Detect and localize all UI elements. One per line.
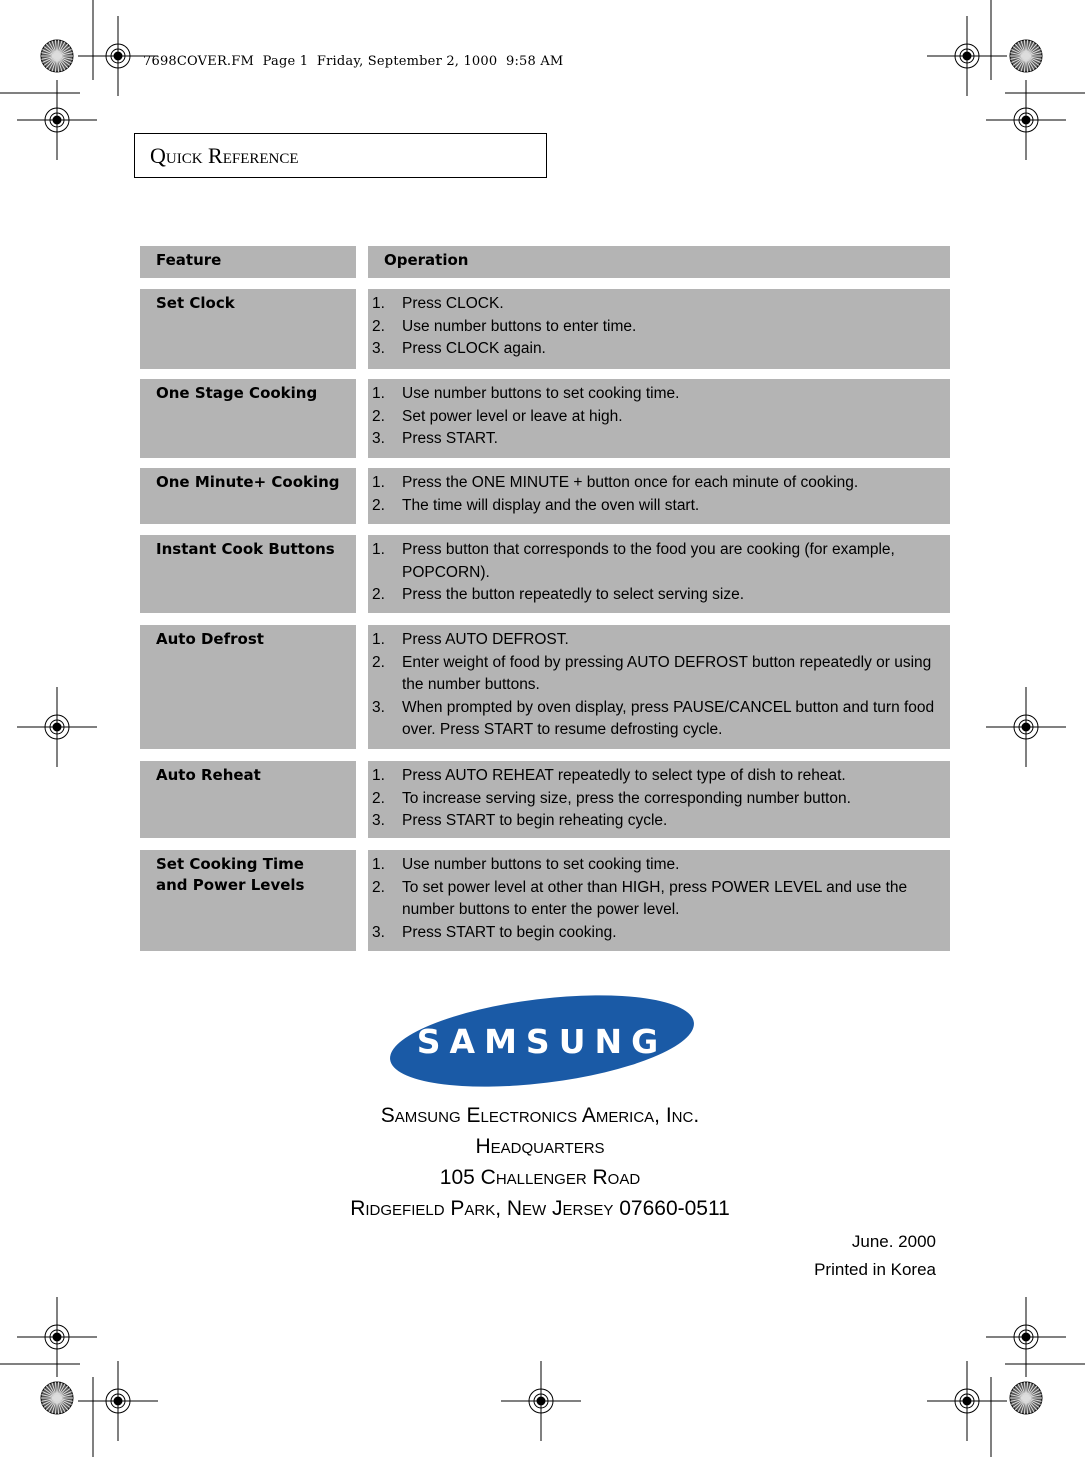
- operation-step: [372, 495, 938, 518]
- step-number: 1.: [372, 541, 385, 558]
- feature-cell: One Stage Cooking: [140, 379, 356, 458]
- feature-cell: Auto Reheat: [140, 761, 356, 838]
- operation-step: [372, 788, 938, 811]
- feature-cell: Set Clock: [140, 289, 356, 369]
- operation-step: [372, 316, 938, 339]
- step-text: To set power level at other than HIGH, press POWER LEVEL and use the number buttons to enter the power level.: [402, 878, 908, 918]
- step-text: The time will display and the oven will start.: [402, 496, 700, 514]
- step-text: When prompted by oven display, press PAUSE/CANCEL button and turn food over. Press START to resume defrosting cycle.: [402, 698, 935, 738]
- starburst-mark: [41, 40, 73, 72]
- company-name: Samsung Electronics America, Inc.: [380, 1104, 700, 1127]
- step-number: 1.: [372, 385, 385, 402]
- step-number: 3.: [372, 430, 385, 447]
- step-number: 2.: [372, 653, 385, 671]
- step-text: Press START.: [402, 430, 498, 447]
- step-number: 1.: [372, 767, 385, 784]
- step-text: Press CLOCK.: [402, 295, 504, 312]
- step-number: 1.: [372, 631, 385, 648]
- page-title: Quick Reference: [134, 133, 547, 178]
- operation-step: [372, 428, 938, 451]
- step-number: 2.: [372, 789, 385, 807]
- table-row: [140, 289, 950, 369]
- operation-step: [372, 539, 938, 584]
- step-number: 3.: [372, 698, 385, 716]
- registration-target: [17, 80, 97, 160]
- registration-target: [501, 1361, 581, 1441]
- operation-step: [372, 810, 938, 833]
- table-row: [140, 379, 950, 458]
- starburst-mark: [1010, 1382, 1042, 1414]
- operation-step: [372, 406, 938, 429]
- registration-target: [78, 1361, 158, 1441]
- step-text: Set power level or leave at high.: [402, 407, 623, 425]
- print-info: [814, 1228, 936, 1284]
- registration-target: [927, 16, 1007, 96]
- step-text: Use number buttons to set cooking time.: [402, 856, 680, 873]
- step-text: To increase serving size, press the corresponding number button.: [402, 789, 851, 807]
- step-text: Press AUTO DEFROST.: [402, 631, 569, 648]
- step-text: Press the ONE MINUTE + button once for each minute of cooking.: [402, 474, 859, 491]
- step-number: 2.: [372, 878, 385, 896]
- step-text: Press START to begin reheating cycle.: [402, 812, 668, 829]
- step-text: Use number buttons to enter time.: [402, 317, 637, 335]
- step-text: Press button that corresponds to the food you are cooking (for example, POPCORN).: [402, 541, 895, 581]
- step-number: 1.: [372, 474, 385, 491]
- step-number: 2.: [372, 586, 385, 603]
- operation-step: [372, 922, 938, 945]
- table-row: [140, 850, 950, 951]
- step-number: 2.: [372, 496, 385, 514]
- company-address: [240, 1100, 840, 1224]
- registration-target: [17, 1297, 97, 1377]
- step-text: Use number buttons to set cooking time.: [402, 385, 680, 402]
- registration-target: [986, 1297, 1066, 1377]
- table-row: [140, 761, 950, 838]
- step-text: Press CLOCK again.: [402, 340, 546, 357]
- operation-step: [372, 472, 938, 495]
- operation-column-header: Operation: [368, 246, 950, 278]
- feature-cell: Set Cooking Time and Power Levels: [140, 850, 356, 951]
- city-state-zip: Ridgefield Park, New Jersey 07660-0511: [350, 1197, 730, 1220]
- operation-cell: [368, 289, 950, 369]
- operation-step: [372, 652, 938, 697]
- print-origin: Printed in Korea: [814, 1260, 936, 1279]
- starburst-mark: [41, 1382, 73, 1414]
- street-address: 105 Challenger Road: [439, 1166, 641, 1189]
- registration-target: [17, 687, 97, 767]
- operation-step: [372, 854, 938, 877]
- step-number: 1.: [372, 295, 385, 312]
- operation-step: [372, 383, 938, 406]
- step-text: Press START to begin cooking.: [402, 923, 617, 941]
- operation-step: [372, 629, 938, 652]
- table-row: [140, 535, 950, 613]
- step-number: 1.: [372, 856, 385, 873]
- registration-target: [986, 687, 1066, 767]
- step-number: 3.: [372, 340, 385, 357]
- feature-cell: One Minute+ Cooking: [140, 468, 356, 524]
- table-row: [140, 468, 950, 524]
- step-number: 3.: [372, 812, 385, 829]
- file-info-line: 7698COVER.FM Page 1 Friday, September 2, 1000 9:58 AM: [143, 54, 564, 69]
- table-header-row: [140, 246, 950, 278]
- step-number: 2.: [372, 407, 385, 425]
- operation-cell: [368, 535, 950, 613]
- svg-text:SAMSUNG: SAMSUNG: [416, 1022, 668, 1061]
- headquarters-label: Headquarters: [475, 1135, 605, 1158]
- step-number: 2.: [372, 317, 385, 335]
- registration-target: [927, 1361, 1007, 1441]
- step-text: Press the button repeatedly to select serving size.: [402, 586, 745, 603]
- step-text: Enter weight of food by pressing AUTO DEFROST button repeatedly or using the number buttons.: [402, 653, 932, 693]
- operation-cell: [368, 850, 950, 951]
- operation-step: [372, 293, 938, 316]
- operation-step: [372, 584, 938, 607]
- operation-cell: [368, 379, 950, 458]
- registration-target: [986, 80, 1066, 160]
- print-date: June. 2000: [851, 1232, 936, 1251]
- operation-step: [372, 877, 938, 922]
- feature-cell: Instant Cook Buttons: [140, 535, 356, 613]
- operation-step: [372, 338, 938, 361]
- operation-cell: [368, 468, 950, 524]
- table-row: [140, 625, 950, 749]
- step-number: 3.: [372, 923, 385, 941]
- operation-step: [372, 765, 938, 788]
- operation-step: [372, 697, 938, 742]
- operation-cell: [368, 625, 950, 749]
- operation-cell: [368, 761, 950, 838]
- feature-column-header: Feature: [140, 246, 356, 278]
- feature-cell: Auto Defrost: [140, 625, 356, 749]
- starburst-mark: [1010, 40, 1042, 72]
- samsung-logo: [388, 994, 696, 1088]
- step-text: Press AUTO REHEAT repeatedly to select type of dish to reheat.: [402, 767, 846, 784]
